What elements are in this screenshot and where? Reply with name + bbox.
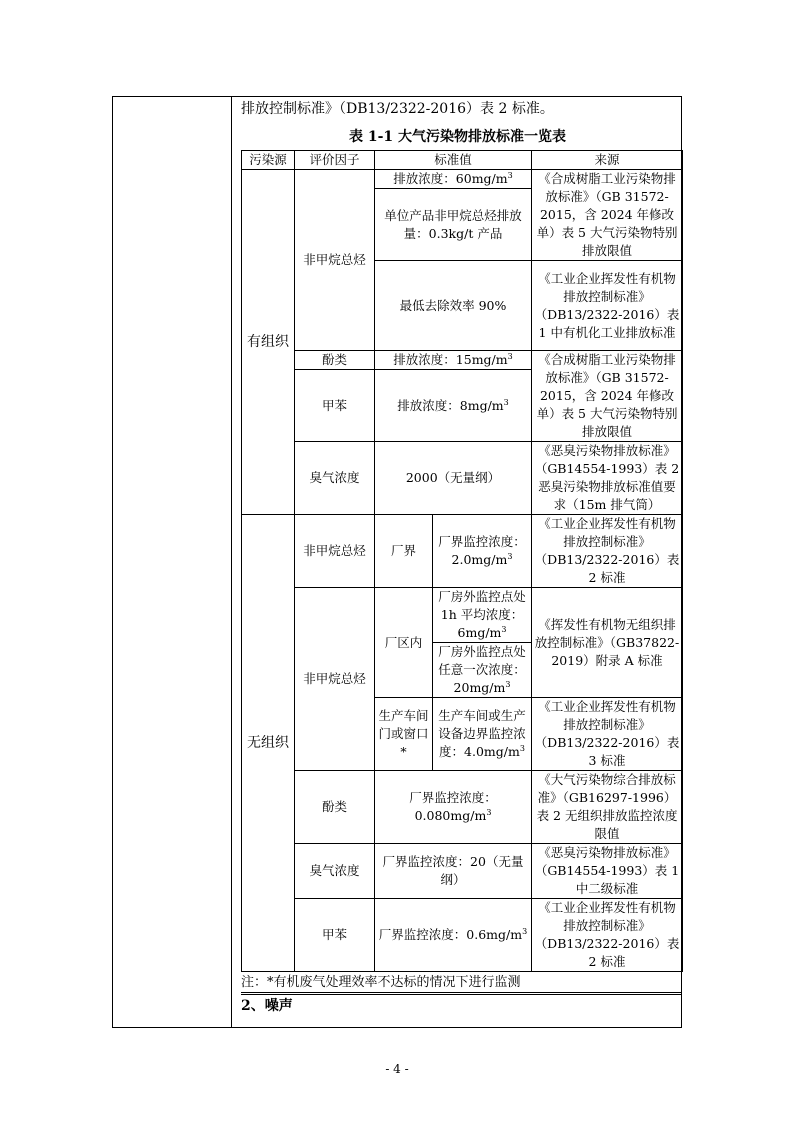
source-cell: 《工业企业挥发性有机物排放控制标准》（DB13/2322-2016）表 1 中有机化工业排放标准 bbox=[532, 261, 683, 351]
section-heading: 2、噪声 bbox=[241, 998, 293, 1014]
factor-toluene: 甲苯 bbox=[295, 370, 375, 442]
location-cell: 生产车间门或窗口* bbox=[375, 698, 433, 771]
emission-standard-table bbox=[241, 150, 683, 972]
value-cell: 厂房外监控点处任意一次浓度：$20mg/m^3$ bbox=[433, 643, 532, 698]
factor-toluene: 甲苯 bbox=[295, 899, 375, 972]
factor-nmhc: 非甲烷总烃 bbox=[295, 170, 375, 351]
source-cell: 《挥发性有机物无组织排放控制标准》（GB37822-2019）附录 A 标准 bbox=[532, 588, 683, 698]
divider bbox=[241, 992, 682, 993]
value-cell: 厂界监控浓度：20（无量纲） bbox=[375, 844, 532, 899]
page-number: - 4 - bbox=[385, 1062, 409, 1076]
content-column bbox=[233, 97, 682, 1027]
header-origin: 来源 bbox=[532, 151, 683, 170]
source-cell: 《大气污染物综合排放标准》（GB16297-1996）表 2 无组织排放监控浓度限值 bbox=[532, 771, 683, 844]
table-row bbox=[242, 170, 683, 189]
factor-phenol: 酚类 bbox=[295, 351, 375, 370]
factor-phenol: 酚类 bbox=[295, 771, 375, 844]
form-box bbox=[112, 96, 682, 1028]
factor-nmhc: 非甲烷总烃 bbox=[295, 515, 375, 588]
table-row bbox=[242, 588, 683, 643]
header-factor: 评价因子 bbox=[295, 151, 375, 170]
value-cell: 最低去除效率 90% bbox=[375, 261, 532, 351]
table-row bbox=[242, 515, 683, 588]
divider bbox=[241, 994, 682, 995]
table-row bbox=[242, 771, 683, 844]
source-cell: 《合成树脂工业污染物排放标准》（GB 31572-2015，含 2024 年修改单）表 5 大气污染物特别排放限值 bbox=[532, 170, 683, 261]
factor-nmhc: 非甲烷总烃 bbox=[295, 588, 375, 771]
source-cell: 《工业企业挥发性有机物排放控制标准》（DB13/2322-2016）表 2 标准 bbox=[532, 515, 683, 588]
table-row bbox=[242, 844, 683, 899]
value-cell: 厂界监控浓度：$0.6mg/m^3$ bbox=[375, 899, 532, 972]
left-column bbox=[113, 97, 232, 1027]
value-cell: 排放浓度：$8mg/m^3$ bbox=[375, 370, 532, 442]
table-row bbox=[242, 351, 683, 370]
value-cell: 2000（无量纲） bbox=[375, 442, 532, 515]
value-cell: 排放浓度：$15mg/m^3$ bbox=[375, 351, 532, 370]
factor-odor: 臭气浓度 bbox=[295, 442, 375, 515]
location-cell: 厂界 bbox=[375, 515, 433, 588]
source-cell: 《工业企业挥发性有机物排放控制标准》（DB13/2322-2016）表 3 标准 bbox=[532, 698, 683, 771]
header-standard: 标准值 bbox=[375, 151, 532, 170]
category-unorganized: 无组织 bbox=[242, 515, 295, 972]
table-caption: 表 1-1 大气污染物排放标准一览表 bbox=[348, 129, 567, 145]
source-cell: 《合成树脂工业污染物排放标准》（GB 31572-2015，含 2024 年修改单）表 5 大气污染物特别排放限值 bbox=[532, 351, 683, 442]
value-cell: 单位产品非甲烷总烃排放量：0.3kg/t 产品 bbox=[375, 189, 532, 261]
intro-text: 排放控制标准》（DB13/2322-2016）表 2 标准。 bbox=[241, 101, 554, 117]
table-row bbox=[242, 899, 683, 972]
value-cell: 厂界监控浓度：$2.0mg/m^3$ bbox=[433, 515, 532, 588]
value-cell: 厂界监控浓度：$0.080mg/m^3$ bbox=[375, 771, 532, 844]
source-cell: 《恶臭污染物排放标准》（GB14554-1993）表 1 中二级标准 bbox=[532, 844, 683, 899]
value-cell: 排放浓度：$60mg/m^3$ bbox=[375, 170, 532, 189]
source-cell: 《恶臭污染物排放标准》（GB14554-1993）表 2 恶臭污染物排放标准值要求（15m 排气筒） bbox=[532, 442, 683, 515]
factor-odor: 臭气浓度 bbox=[295, 844, 375, 899]
table-row bbox=[242, 442, 683, 479]
location-cell: 厂区内 bbox=[375, 588, 433, 698]
category-organized: 有组织 bbox=[242, 170, 295, 515]
table-header-row bbox=[242, 151, 683, 170]
value-cell: 厂房外监控点处 1h 平均浓度：$6mg/m^3$ bbox=[433, 588, 532, 643]
value-cell: 生产车间或生产设备边界监控浓度：$4.0mg/m^3$ bbox=[433, 698, 532, 771]
table-note: 注：*有机废气处理效率不达标的情况下进行监测 bbox=[241, 975, 521, 990]
source-cell: 《工业企业挥发性有机物排放控制标准》（DB13/2322-2016）表 2 标准 bbox=[532, 899, 683, 972]
header-source: 污染源 bbox=[242, 151, 295, 170]
